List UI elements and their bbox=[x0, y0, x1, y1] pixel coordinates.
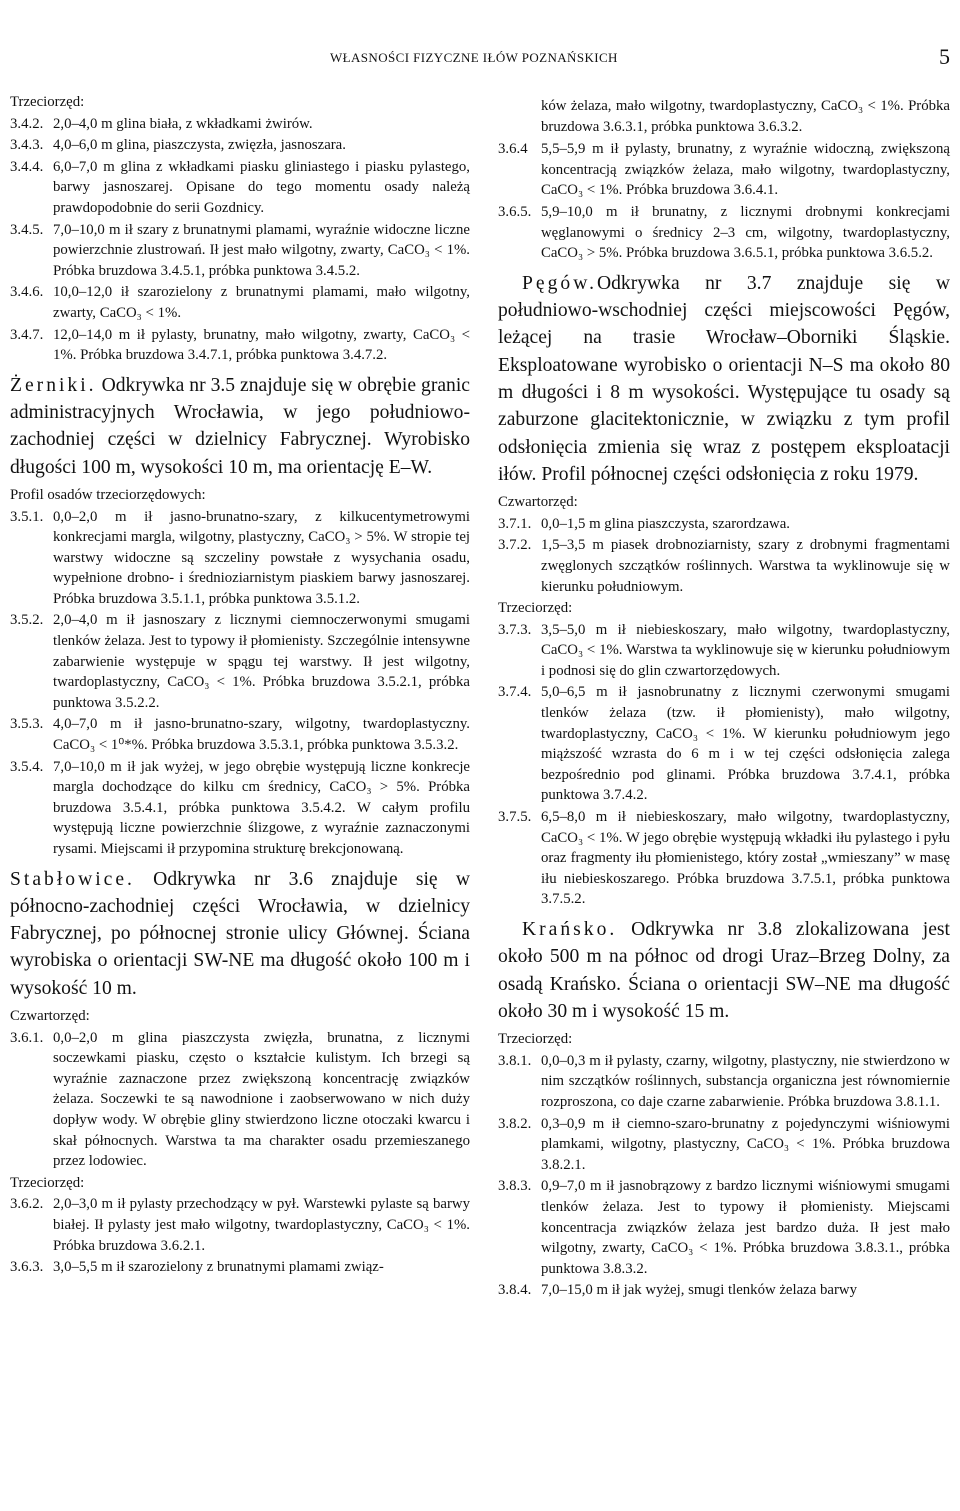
entry-text: 0,9–7,0 m ił jasnobrązowy z bardzo licznymi wiśniowymi smugami tlenków żelaza. Jest to typowy ił płomienisty. Miejscami koncentracja związków żelaza jest bardzo duża. Ił jest mało wilgotny, zwarty, CaCO₃ < 1%. Próbka bruzdowa 3.8.3.1., próbka punktowa 3.8.3.2. bbox=[541, 1178, 950, 1277]
layer-entry-3-5-2 bbox=[10, 610, 470, 713]
site-paragraph-pegow bbox=[498, 270, 950, 488]
layer-entry-3-5-3 bbox=[10, 714, 470, 755]
entry-number: 3.8.3. bbox=[498, 1178, 532, 1195]
entry-text: 7,0–10,0 m ił szary z brunatnymi plamami, wyraźnie widoczne liczne powierzchnie zlustrowań. Ił jest mało wilgotny, zwarty, CaCO₃ < 1%. Próbka bruzdowa 3.4.5.1, próbka punktowa 3.4.5.2. bbox=[53, 221, 470, 279]
stratum-heading: Trzeciorzęd: bbox=[498, 600, 573, 617]
layer-entry-3-8-4 bbox=[498, 1280, 950, 1301]
entry-number: 3.7.1. bbox=[498, 515, 532, 532]
layer-entry-3-4-2 bbox=[10, 114, 470, 135]
entry-text: 5,9–10,0 m ił brunatny, z licznymi drobnymi konkrecjami węglanowymi o średnicy 2–3 cm, wilgotny, twardoplastyczny, CaCO₃ > 5%. Próbka bruzdowa 3.6.5.1, próbka punktowa 3.6.5.2. bbox=[541, 203, 950, 262]
stratum-heading: Trzeciorzęd: bbox=[10, 1174, 85, 1191]
site-description: Odkrywka nr 3.8 zlokalizowana jest około 500 m na północ od drogi Uraz–Brzeg Dolny, za osadą Krańsko. Ściana o orientacji SW–NE ma długość około 30 m i wysokość 15 m. bbox=[498, 919, 950, 1022]
entry-text: 7,0–10,0 m ił jak wyżej, w jego obrębie występują liczne konkrecje margla dochodzące do kilku cm średnicy, CaCO₃ > 5%. Próbka bruzdowa 3.5.4.1, próbka punktowa 3.5.4.2. W całym profilu występują liczne powierzchnie ślizgowe, z wyraźnie zaznaczonymi rysami. Miejscami ił przypomina strukturę brekcjonowaną. bbox=[53, 758, 470, 857]
layer-entry-3-4-5 bbox=[10, 220, 470, 282]
entry-text: 2,0–4,0 m ił jasnoszary z licznymi ciemnoczerwonymi smugami tlenków żelaza. Jest to typowy ił płomienisty. Szczególnie intensywne zabarwienie występuje w spągu tej warstwy. Ił jest wilgotny, twardoplastyczny, CaCO₃ < 1%. Próbka bruzdowa 3.5.2.1, próbka punktowa 3.5.2.2. bbox=[53, 612, 470, 711]
site-name: Pęgów. bbox=[522, 272, 597, 294]
stratum-heading: Czwartorzęd: bbox=[10, 1008, 90, 1025]
entry-text: 4,0–7,0 m ił jasno-brunatno-szary, wilgotny, twardoplastyczny. CaCO₃ < 1⁰*%. Próbka bruzdowa 3.5.3.1, próbka punktowa 3.5.3.2. bbox=[53, 716, 470, 754]
profile-heading: Profil osadów trzeciorzędowych: bbox=[10, 486, 206, 503]
entry-number: 3.6.1. bbox=[10, 1029, 44, 1046]
site-description: Odkrywka nr 3.6 znajduje się w północno-zachodniej części Wrocławia, w dzielnicy Fabrycznej, po północnej stronie ulicy Głównej. Ściana wyrobiska o orientacji SW-NE ma długość około 100 m i wysokość 10 m. bbox=[10, 868, 470, 999]
entry-text: 6,5–8,0 m ił niebieskoszary, mało wilgotny, twardoplastyczny, CaCO₃ < 1%. W jego obrębie występują wkładki iłu pylastego i pyłu oraz fragmenty iłu płomienistego, który został „wmieszany” w masę iłu niebieskoszarego. Próbka bruzdowa 3.7.5.1, próbka punktowa 3.7.5.2. bbox=[541, 809, 950, 908]
entry-number: 3.4.7. bbox=[10, 326, 44, 343]
entry-text: 0,0–2,0 m ił jasno-brunatno-szary, z kilkucentymetrowymi konkrecjami margla, wilgotny, plastyczny, CaCO₃ > 5%. W stropie tej warstwy widoczne są szczeliny powstałe z wysychania osadu, wypełnione drobno- i średnioziarnistym piaskiem barwy jasnoszarej. Próbka bruzdowa 3.5.1.1, próbka punktowa 3.5.1.2. bbox=[53, 508, 470, 607]
entry-continuation: ków żelaza, mało wilgotny, twardoplastyczny, CaCO₃ < 1%. Próbka bruzdowa 3.6.3.1, próbka punktowa 3.6.3.2. bbox=[541, 98, 950, 135]
layer-entry-3-6-2 bbox=[10, 1194, 470, 1256]
entry-number: 3.5.1. bbox=[10, 508, 44, 525]
layer-entry-3-7-3 bbox=[498, 620, 950, 682]
entry-text: 3,0–5,5 m ił szarozielony z brunatnymi plamami związ- bbox=[53, 1259, 384, 1276]
entry-number: 3.4.2. bbox=[10, 115, 44, 132]
entry-number: 3.7.3. bbox=[498, 621, 532, 638]
entry-number: 3.5.2. bbox=[10, 612, 44, 629]
site-description: Odkrywka nr 3.7 znajduje się w południowo-wschodniej części miejscowości Pęgów, leżącej na trasie Wrocław–Oborniki Śląskie. Eksploatowane wyrobisko o orientacji N–S ma około 80 m długości i 8 m wysokości. Występujące tu osady są zaburzone glacitektonicznie, w związku z tym profil odsłonięcia zmienia się wraz z postępem eksploatacji iłów. Profil północnej części odsłonięcia z roku 1979. bbox=[498, 272, 950, 485]
layer-entry-3-4-6 bbox=[10, 282, 470, 323]
entry-text: 10,0–12,0 ił szarozielony z brunatnymi plamami, mało wilgotny, zwarty, CaCO₃ < 1%. bbox=[53, 284, 470, 321]
entry-number: 3.4.3. bbox=[10, 137, 44, 154]
site-paragraph-zerniki bbox=[10, 372, 470, 481]
entry-number: 3.6.2. bbox=[10, 1196, 44, 1213]
entry-text: 6,0–7,0 m glina z wkładkami piasku gliniastego i piasku pylastego, barwy jasnoszarej. Opisane do tego momentu osady należą prawdopodobnie do serii Gozdnicy. bbox=[53, 158, 470, 216]
layer-entry-3-5-1 bbox=[10, 507, 470, 610]
entry-text: 0,0–0,3 m ił pylasty, czarny, wilgotny, plastyczny, nie stwierdzono w nim szczątków roślinnych, substancja organiczna jest równomiernie rozproszona, co daje czarne zabarwienie. Próbka bruzdowa 3.8.1.1. bbox=[541, 1052, 950, 1110]
layer-entry-3-6-3 bbox=[10, 1257, 470, 1278]
site-description: Odkrywka nr 3.5 znajduje się w obrębie granic administracyjnych Wrocławia, w jego południowo-zachodniej części w dzielnicy Fabrycznej. Wyrobisko długości 100 m, wysokości 10 m, ma orientację E–W. bbox=[10, 374, 470, 478]
layer-entry-3-7-1 bbox=[498, 514, 950, 535]
entry-text: 12,0–14,0 m ił pylasty, brunatny, mało wilgotny, zwarty, CaCO₃ < 1%. Próbka bruzdowa 3.4.7.1, próbka punktowa 3.4.7.2. bbox=[53, 326, 470, 364]
layer-entry-3-6-1 bbox=[10, 1028, 470, 1172]
stratum-heading: Czwartorzęd: bbox=[498, 494, 578, 511]
entry-number: 3.5.3. bbox=[10, 716, 44, 733]
running-header bbox=[0, 44, 960, 70]
entry-text: 1,5–3,5 m piasek drobnoziarnisty, szary z drobnymi fragmentami zwęglonych szczątków roślinnych. Warstwa ta wyklinowuje się w kierunku południowym. bbox=[541, 537, 950, 595]
entry-number: 3.5.4. bbox=[10, 758, 44, 775]
layer-entry-3-6-5 bbox=[498, 202, 950, 264]
entry-text: 7,0–15,0 m ił jak wyżej, smugi tlenków żelaza barwy bbox=[541, 1282, 857, 1299]
entry-number: 3.4.6. bbox=[10, 284, 44, 301]
entry-text: 3,5–5,0 m ił niebieskoszary, mało wilgotny, twardoplastyczny, CaCO₃ < 1%. Warstwa ta wyklinowuje się w kierunku południowym i podnosi się do glin czwartorzędowych. bbox=[541, 621, 950, 679]
stratum-heading: Trzeciorzęd: bbox=[10, 94, 85, 110]
layer-entry-3-8-2 bbox=[498, 1114, 950, 1176]
layer-entry-3-4-3 bbox=[10, 135, 470, 156]
site-paragraph-stablowice bbox=[10, 866, 470, 1002]
entry-text: 2,0–4,0 m glina biała, z wkładkami żwirów. bbox=[53, 115, 313, 132]
entry-text: 5,0–6,5 m ił jasnobrunatny z licznymi czerwonymi smugami tlenków żelaza (tzw. ił płomienisty), mało wilgotny, twardoplastyczny, CaCO₃ < 1%. W kierunku południowym jego miąższość wzrasta do 6 m i w tej części odsłonięcia zalega bezpośrednio pod glinami. Próbka bruzdowa 3.7.4.1, próbka punktowa 3.7.4.2. bbox=[541, 684, 950, 804]
entry-number: 3.6.3. bbox=[10, 1259, 44, 1276]
entry-text: 2,0–3,0 m ił pylasty przechodzący w pył. Warstewki pylaste są barwy białej. Ił pylasty jest mało wilgotny, twardoplastyczny, CaCO₃ < 1%. Próbka bruzdowa 3.6.2.1. bbox=[53, 1196, 470, 1254]
entry-number: 3.4.5. bbox=[10, 221, 44, 238]
entry-number: 3.6.4 bbox=[498, 141, 528, 158]
entry-number: 3.4.4. bbox=[10, 158, 44, 175]
entry-number: 3.6.5. bbox=[498, 203, 532, 220]
stratum-heading: Trzeciorzęd: bbox=[498, 1031, 573, 1048]
page-number: 5 bbox=[939, 44, 950, 69]
entry-number: 3.7.4. bbox=[498, 684, 532, 701]
entry-text: 0,0–1,5 m glina piaszczysta, szarordzawa. bbox=[541, 515, 790, 532]
layer-entry-3-8-3 bbox=[498, 1176, 950, 1279]
entry-number: 3.8.1. bbox=[498, 1052, 532, 1069]
layer-entry-3-6-4 bbox=[498, 139, 950, 201]
entry-text: 4,0–6,0 m glina, piaszczysta, zwięzła, jasnoszara. bbox=[53, 137, 346, 154]
layer-entry-3-4-7 bbox=[10, 325, 470, 366]
site-name: Krańsko. bbox=[522, 919, 618, 940]
layer-entry-3-7-2 bbox=[498, 535, 950, 597]
entry-text: 5,5–5,9 m ił pylasty, brunatny, z wyraźnie widoczną, zwiększoną koncentracją związków żelaza, mało wilgotny, twardoplastyczny, CaCO₃ < 1%. Próbka bruzdowa 3.6.4.1. bbox=[541, 141, 950, 199]
entry-text: 0,0–2,0 m glina piaszczysta zwięzła, brunatna, z licznymi soczewkami piasku, często o kształcie kulistym. Ich brzegi są wyraźnie zaznaczone przez zwiększoną koncentrację związków żelaza. Soczewki te są nawodnione i zaobserwowano w nich duży dopływ wody. W obrębie gliny stwierdzono liczne otoczaki kwarcu i skał północnych. Warstwa ta ma charakter osadu przemieszanego przez lodowiec. bbox=[53, 1029, 470, 1170]
entry-number: 3.8.2. bbox=[498, 1115, 532, 1132]
layer-entry-3-8-1 bbox=[498, 1051, 950, 1113]
right-column bbox=[498, 96, 950, 1302]
entry-text: 0,3–0,9 m ił ciemno-szaro-brunatny z pojedynczymi wiśniowymi plamkami, wilgotny, plastyczny, CaCO₃ < 1%. Próbka bruzdowa 3.8.2.1. bbox=[541, 1115, 950, 1173]
layer-entry-3-7-4 bbox=[498, 682, 950, 806]
left-column bbox=[10, 92, 470, 1279]
running-title: WŁASNOŚCI FIZYCZNE IŁÓW POZNAŃSKICH bbox=[330, 50, 618, 65]
site-paragraph-kransko bbox=[498, 916, 950, 1025]
entry-number: 3.7.5. bbox=[498, 809, 532, 826]
layer-entry-3-5-4 bbox=[10, 757, 470, 860]
layer-entry-3-4-4 bbox=[10, 157, 470, 219]
entry-number: 3.7.2. bbox=[498, 537, 532, 554]
site-name: Stabłowice. bbox=[10, 868, 135, 890]
layer-entry-3-7-5 bbox=[498, 807, 950, 910]
site-name: Żerniki. bbox=[10, 374, 97, 396]
entry-number: 3.8.4. bbox=[498, 1282, 532, 1299]
